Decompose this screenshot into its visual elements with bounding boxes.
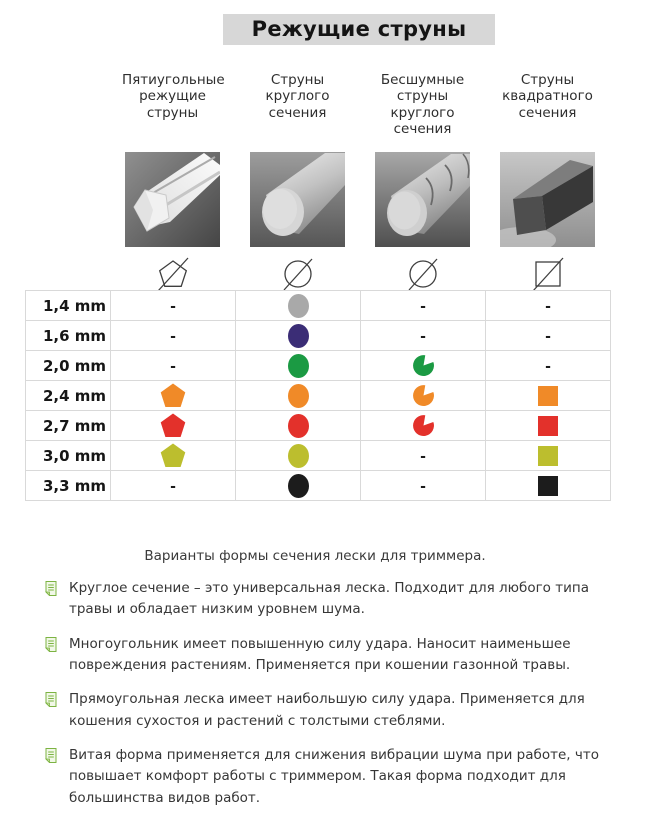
availability-cell (361, 381, 486, 411)
availability-cell (111, 411, 236, 441)
table-row (26, 321, 611, 351)
availability-cell (236, 411, 361, 441)
availability-cell (361, 351, 486, 381)
availability-cell (236, 471, 361, 501)
square-line-photo (485, 152, 610, 248)
note-text: Круглое сечение – это универсальная леска. Подходит для любого типа травы и обладает низким уровнем шума. (69, 580, 589, 618)
silent-round-line-photo (360, 152, 485, 248)
availability-cell (111, 321, 236, 351)
availability-cell (486, 411, 611, 441)
availability-cell (486, 321, 611, 351)
document-icon (45, 692, 57, 707)
pacman-marker (412, 414, 435, 437)
circle-marker (288, 354, 309, 378)
availability-cell (361, 321, 486, 351)
line-type-columns (110, 72, 610, 294)
note-item (25, 745, 625, 809)
circle-diameter-icon (235, 248, 360, 294)
diameter-label: 1,4 mm (26, 291, 111, 321)
diameter-label: 2,0 mm (26, 351, 111, 381)
document-icon (45, 637, 57, 652)
diameter-label: 3,3 mm (26, 471, 111, 501)
table-row (26, 441, 611, 471)
pentagon-marker (160, 443, 186, 468)
note-text: Витая форма применяется для снижения вибрации шума при работе, что повышает комфорт работы с триммером. Такая форма подходит для большинства видов работ. (69, 746, 599, 806)
circle-marker (288, 294, 309, 318)
no-option-dash: - (170, 329, 176, 345)
column-silent-round (360, 72, 485, 294)
note-text: Многоугольник имеет повышенную силу удара. Наносит наименьшее повреждения растениям. Применяется при кошении газонной травы. (69, 635, 571, 673)
pentagon-marker (160, 413, 186, 438)
square-diameter-icon (485, 248, 610, 294)
column-header: Струны круглого сечения (265, 72, 330, 121)
column-header: Струны квадратного сечения (502, 72, 593, 121)
availability-cell (486, 381, 611, 411)
diameter-table (25, 290, 611, 501)
notes-section (25, 548, 625, 822)
note-item (25, 578, 625, 621)
availability-cell (111, 441, 236, 471)
table-row (26, 291, 611, 321)
pacman-marker (412, 354, 435, 377)
square-marker (538, 386, 558, 406)
diameter-label: 2,7 mm (26, 411, 111, 441)
availability-cell (361, 291, 486, 321)
notes-list (25, 578, 625, 809)
availability-cell (486, 441, 611, 471)
table-row (26, 381, 611, 411)
diameter-label: 1,6 mm (26, 321, 111, 351)
no-option-dash: - (420, 299, 426, 315)
availability-cell (236, 441, 361, 471)
document-icon (45, 748, 57, 763)
document-icon (45, 581, 57, 596)
note-text: Прямоугольная леска имеет наибольшую силу удара. Применяется для кошения сухостоя и растений с толстыми стеблями. (69, 691, 585, 729)
page-title: Режущие струны (223, 14, 495, 45)
availability-cell (236, 291, 361, 321)
note-item (25, 689, 625, 732)
diameter-label: 2,4 mm (26, 381, 111, 411)
table-row (26, 351, 611, 381)
square-marker (538, 416, 558, 436)
no-option-dash: - (545, 299, 551, 315)
circle-diameter-icon (360, 248, 485, 294)
circle-marker (288, 474, 309, 498)
pentagon-marker (160, 383, 186, 408)
availability-cell (236, 351, 361, 381)
circle-marker (288, 384, 309, 408)
no-option-dash: - (420, 479, 426, 495)
availability-cell (486, 471, 611, 501)
no-option-dash: - (170, 479, 176, 495)
availability-cell (361, 411, 486, 441)
pentagonal-line-photo (110, 152, 235, 248)
diameter-label: 3,0 mm (26, 441, 111, 471)
availability-cell (111, 471, 236, 501)
circle-marker (288, 324, 309, 348)
pentagon-diameter-icon (110, 248, 235, 294)
circle-marker (288, 414, 309, 438)
availability-cell (361, 471, 486, 501)
availability-cell (236, 321, 361, 351)
availability-cell (361, 441, 486, 471)
table-row (26, 471, 611, 501)
note-item (25, 634, 625, 677)
no-option-dash: - (545, 359, 551, 375)
availability-cell (111, 351, 236, 381)
circle-marker (288, 444, 309, 468)
column-header: Пятиугольные режущие струны (122, 72, 225, 121)
no-option-dash: - (170, 359, 176, 375)
column-round (235, 72, 360, 294)
column-square (485, 72, 610, 294)
no-option-dash: - (545, 329, 551, 345)
availability-cell (486, 291, 611, 321)
availability-cell (236, 381, 361, 411)
square-marker (538, 476, 558, 496)
column-pentagonal (110, 72, 235, 294)
availability-cell (111, 381, 236, 411)
no-option-dash: - (420, 449, 426, 465)
square-marker (538, 446, 558, 466)
availability-cell (486, 351, 611, 381)
table-row (26, 411, 611, 441)
diameter-table-body (26, 291, 611, 501)
pacman-marker (412, 384, 435, 407)
column-header: Бесшумные струны круглого сечения (380, 72, 465, 138)
round-line-photo (235, 152, 360, 248)
no-option-dash: - (420, 329, 426, 345)
no-option-dash: - (170, 299, 176, 315)
notes-heading: Варианты формы сечения лески для триммера. (144, 548, 486, 564)
availability-cell (111, 291, 236, 321)
